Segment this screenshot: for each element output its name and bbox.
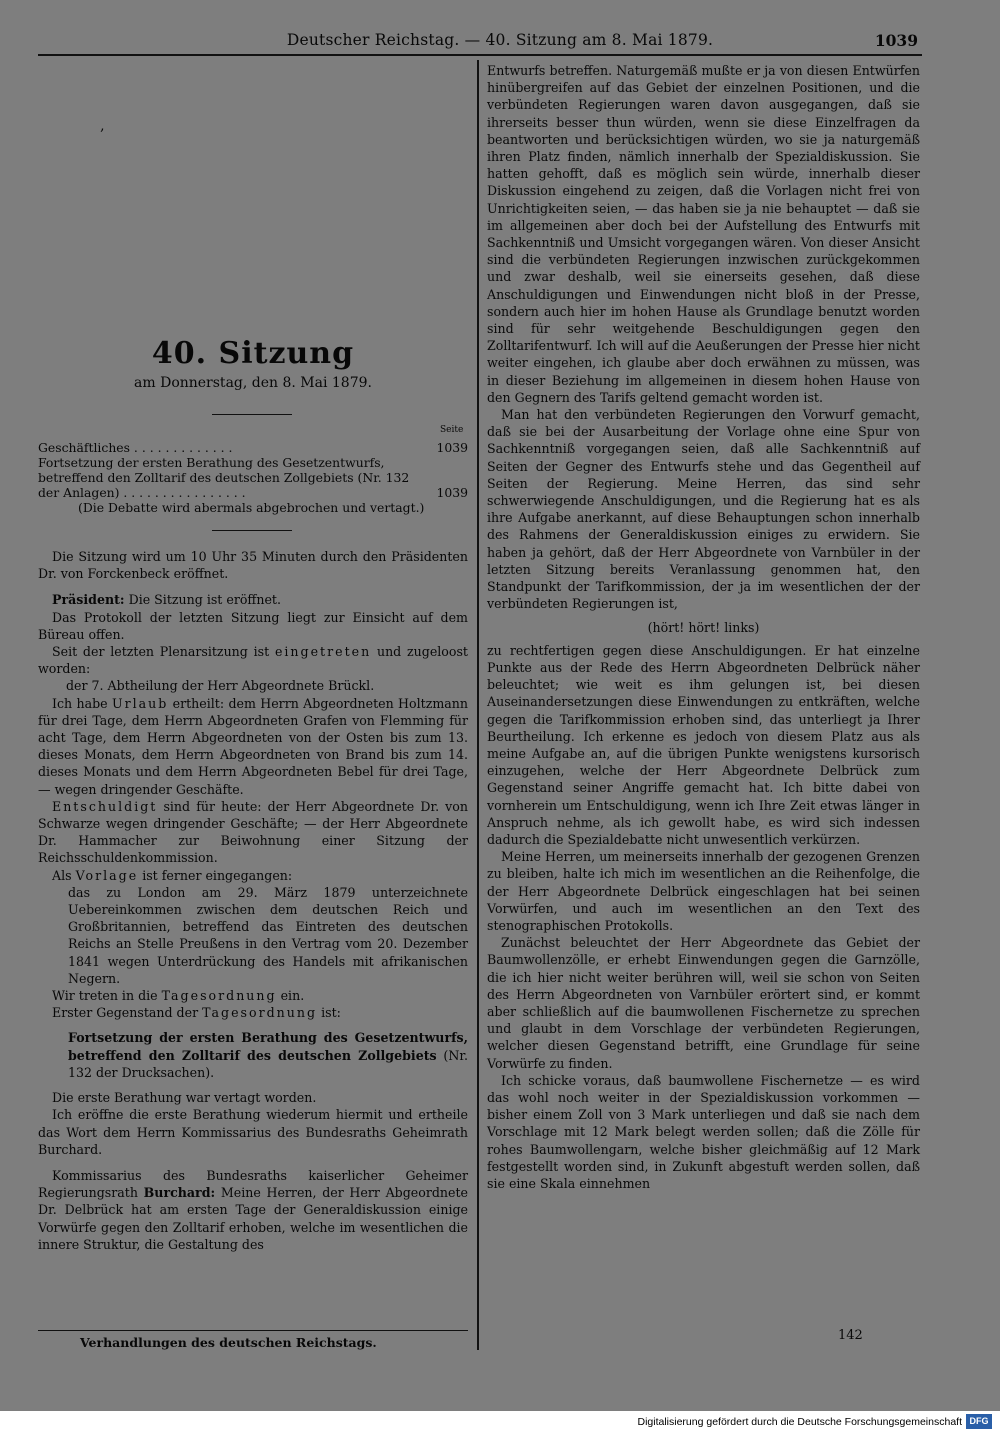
right-column [487, 62, 920, 1192]
paragraph: Ich eröffne die erste Berathung wiederum hiermit und ertheile das Wort dem Herrn Kommissarius des Bundesraths Geheimrath Burchard. [38, 1107, 468, 1157]
paragraph: Die Sitzung wird um 10 Uhr 35 Minuten durch den Präsidenten Dr. von Forckenbeck eröffnet. [38, 549, 468, 582]
table-of-contents [38, 440, 468, 515]
paragraph [38, 695, 468, 798]
speaker-name: Präsident: [52, 592, 125, 608]
paragraph [38, 867, 468, 884]
toc-entry-page: 1039 [436, 440, 468, 455]
text: Kommissarius des Bundesraths kaiserlicher Geheimer Regierungsrath [38, 1167, 468, 1201]
paragraph: Das Protokoll der letzten Sitzung liegt zur Einsicht auf dem Büreau offen. [38, 609, 468, 642]
title-rule [212, 414, 292, 415]
paragraph: Man hat den verbündeten Regierungen den Vorwurf gemacht, daß sie bei der Ausarbeitung der Vorlage ohne eine Spur von Sachkenntniß vorgegangen seien, daß alle Sachkenntniß auf Seiten der Gegner des Entwurfs stehe und das Gegentheil auf Seiten der Regierung. Meine Herren, das sind sehr schwerwiegende Anschuldigungen, und die Regierung hat es als ihre Aufgabe anerkannt, auf diese Behauptungen schon innerhalb des Rahmens der Generaldiskussion einiges zu erwidern. Sie haben ja gehört, daß der Herr Abgeordnete von Varnbüler in der letzten Sitzung bereits Veranlassung genommen hat, den Standpunkt der Tarifkommission, der ja im wesentlichen der der verbündeten Regierungen ist, [487, 407, 920, 612]
text: Ich habe [52, 695, 112, 711]
paragraph: der 7. Abtheilung der Herr Abgeordnete Brückl. [66, 678, 375, 694]
column-divider [477, 60, 479, 1350]
toc-rule [212, 530, 292, 531]
text: ist: [317, 1005, 341, 1021]
emphasis: eingetreten [274, 644, 372, 660]
dfg-logo-icon: DFG [966, 1414, 992, 1429]
paragraph [38, 987, 468, 1004]
toc-entry [38, 440, 468, 455]
paragraph [38, 1167, 468, 1253]
footer-rule [38, 1330, 468, 1331]
paragraph [38, 591, 468, 608]
paragraph: Zunächst beleuchtet der Herr Abgeordnete das Gebiet der Baumwollenzölle, er erhebt Einwendungen gegen die Garnzölle, die ich hier nicht weiter berühren will, weil sie schon von Seiten des Herrn Abgeordneten von Varnbüler erörtert sind, er kommt aber schließlich auf die baumwollenen Fischernetze zu sprechen und glaubt in dem Vorschlage der verbündeten Regierungen, welcher diesen Gegenstand betrifft, eine Grundlage für seine Vorwürfe zu finden. [487, 935, 920, 1071]
text: Als [52, 867, 76, 883]
text: Seit der letzten Plenarsitzung ist [52, 644, 275, 660]
speech-text: Die Sitzung ist eröffnet. [124, 592, 282, 608]
emphasis: Vorlage [75, 867, 139, 883]
paragraph: Entwurfs betreffen. Naturgemäß mußte er ja von diesen Entwürfen hinübergreifen auf das Gebiet der einzelnen Positionen, und die verbündeten Regierungen waren davon ausgegangen, daß sie ihrerseits besser thun würden, wenn sie diese Einzelfragen da beantworten und berücksichtigen würden, wo sie ja naturgemäß ihren Platz finden, nämlich innerhalb der Spezialdiskussion. Sie hatten gehofft, daß es möglich sein würde, innerhalb dieser Diskussion eingehend zu zeigen, daß die Vorlagen nicht frei von Unrichtigkeiten seien, — das haben sie ja nie behauptet — daß sie im allgemeinen aber doch bei der Aufstellung des Entwurfs mit Sachkenntniß und Umsicht vorgegangen wären. Von dieser Ansicht sind die verbündeten Regierungen inzwischen zurückgekommen und zwar deshalb, weil sie einerseits gesehen, daß diese Anschuldigungen und Einwendungen nicht bloß in der Presse, sondern auch hier im hohen Hause als Grundlage benutzt worden sind für sehr weitgehende Beschuldigungen gegen den Zolltarifentwurf. Ich will auf die Aeußerungen der Presse hier nicht weiter eingehen, ich glaube aber doch erwähnen zu müssen, was in dieser Beziehung im allgemeinen in diesem hohen Hause von den Gegnern des Tarifs geltend gemacht worden ist. [487, 63, 920, 405]
paragraph: Ich schicke voraus, daß baumwollene Fischernetze — es wird das wohl noch weiter in der Spezialdiskussion vorkommen — bisher einem Zoll von 3 Mark unterliegen und daß sie nach dem Vorschlage mit 12 Mark belegt werden sollen; daß die Zölle für rohes Baumwollengarn, welche bisher gleichmäßig auf 12 Mark festgestellt worden sind, in Zukunft abgestuft werden sollen, daß sie eine Skala einnehmen [487, 1072, 920, 1191]
paragraph [38, 643, 468, 677]
text: und zugeloost worden: [38, 644, 468, 677]
toc-entry-text: Fortsetzung der ersten Berathung des Gesetzentwurfs, betreffend den Zolltarif des deutschen Zollgebiets (Nr. 132 der Anlagen) . . . . . . . . . . . . . . . . [38, 455, 410, 500]
agenda-item-title: Fortsetzung der ersten Berathung des Gesetzentwurfs, betreffend den Zolltarif des deutschen Zollgebiets [68, 1030, 468, 1063]
paragraph: zu rechtfertigen gegen diese Anschuldigungen. Er hat einzelne Punkte aus der Rede des Herrn Abgeordneten Delbrück näher beleuchtet; wie weit es ihm gelungen ist, bei diesen Auseinandersetzungen diese Einwendungen zu entkräften, welche gegen die Tarifkommission erhoben sind, das unterliegt ja Ihrer Beurtheilung. Ich erkenne es jedoch von diesem Platz aus als meine Aufgabe an, auf die übrigen Punkte wenigstens kursorisch einzugehen, welche der Herr Abgeordnete Delbrück zum Gegenstand seiner Angriffe gemacht hat. Ich bitte dabei von vornherein um Entschuldigung, wenn ich Ihre Zeit etwas länger in Anspruch nehme, als ich gewollt habe, es wird sich indessen dadurch die Spezialdebatte nicht unwesentlich verkürzen. [487, 642, 920, 847]
toc-entry-text: Geschäftliches . . . . . . . . . . . . . [38, 440, 233, 455]
paragraph [38, 1004, 468, 1021]
running-header-title: Deutscher Reichstag. — 40. Sitzung am 8. Mai 1879. [286, 31, 714, 49]
emphasis: Entschuldigt [52, 798, 158, 814]
margin-mark: ‚ [100, 118, 105, 134]
toc-entry [38, 455, 468, 500]
interjection: (hört! hört! links) [647, 619, 760, 635]
paragraph: Meine Herren, um meinerseits innerhalb der gezogenen Grenzen zu bleiben, halte ich mich im wesentlichen an die Reihenfolge, die der Herr Abgeordnete Delbrück eingeschlagen hat bei seinen Vorwürfen, und auch im wesentlichen an den Text des stenographischen Protokolls. [487, 849, 920, 933]
text: ist ferner eingegangen: [138, 867, 293, 883]
signature-number: 142 [838, 1328, 863, 1343]
emphasis: Tagesordnung [161, 988, 277, 1004]
toc-entry-page: 1039 [436, 485, 468, 500]
emphasis: Tagesordnung [202, 1005, 318, 1021]
text: sind für heute: der Herr Abgeordnete Dr. von Schwarze wegen dringender Geschäfte; — der Herr Abgeordnete Dr. Hammacher zur Beiwohnung einer Sitzung der Reichsschuldenkommission. [38, 798, 468, 866]
agenda-item-heading [38, 1029, 468, 1081]
session-date: am Donnerstag, den 8. Mai 1879. [134, 375, 372, 391]
paragraph [38, 798, 468, 867]
footer-source-note: Verhandlungen des deutschen Reichstags. [80, 1335, 377, 1350]
session-title: 40. Sitzung [151, 336, 355, 371]
speech-text: Meine Herren, der Herr Abgeordnete Dr. Delbrück hat am ersten Tage der Generaldiskussion einige Vorwürfe gegen den Zolltarif erhoben, welche im wesentlichen die innere Struktur, die Gestaltung des [38, 1185, 468, 1252]
emphasis: Urlaub [111, 695, 169, 711]
digitization-credit: Digitalisierung gefördert durch die Deutsche Forschungsgemeinschaft [637, 1416, 962, 1428]
speaker-name: Burchard: [143, 1185, 216, 1201]
text: ertheilt: dem Herrn Abgeordneten Holtzmann für drei Tage, dem Herrn Abgeordneten Grafen von Flemming für acht Tage, dem Herrn Abgeordneten von der Osten bis zum 13. dieses Monats, dem Herrn Abgeordneten von Brand bis zum 14. dieses Monats und dem Herrn Abgeordneten Bebel für drei Tage, — wegen dringender Geschäfte. [38, 695, 468, 797]
toc-page-heading: Seite [440, 425, 464, 435]
page-number: 1039 [874, 31, 918, 50]
header-rule [38, 54, 922, 56]
text: Wir treten in die [52, 988, 162, 1004]
paragraph: Die erste Berathung war vertagt worden. [52, 1090, 317, 1106]
paragraph: das zu London am 29. März 1879 unterzeichnete Uebereinkommen zwischen dem deutschen Reich und Großbritannien, betreffend das Eintreten des deutschen Reichs an Stelle Preußens in den Vertrag vom 20. Dezember 1841 wegen Unterdrückung des Handels mit afrikanischen Negern. [68, 884, 468, 986]
text: Erster Gegenstand der [52, 1005, 203, 1021]
agenda-item-reference: (Nr. 132 der Drucksachen). [68, 1047, 468, 1080]
text: ein. [276, 988, 305, 1004]
left-column [38, 548, 468, 1253]
toc-note: (Die Debatte wird abermals abgebrochen und vertagt.) [78, 500, 425, 515]
